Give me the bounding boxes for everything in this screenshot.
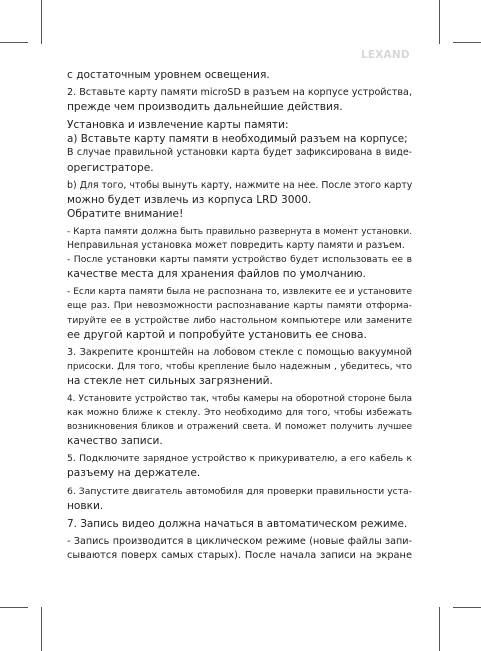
text-line: качество записи. (67, 435, 163, 448)
text-line: 6. Запустите двигатель автомобиля для проверки правильности уста- (67, 485, 412, 497)
text-line: качестве места для хранения файлов по умолчанию. (67, 268, 366, 281)
text-line: 4. Установите устройство так, чтобы камеры на оборотной стороне была (67, 393, 412, 404)
crop-mark-bottom-left (41, 607, 42, 651)
text-line: возникновения бликов и отражений света. И поможет получить лучшее (67, 422, 412, 433)
text-line: 2. Вставьте карту памяти microSD в разъем на корпусе устройства, (67, 87, 412, 99)
text-line: - Карта памяти должна быть правильно развернута в момент установки. (67, 226, 412, 237)
text-line: можно будет извлечь из корпуса LRD 3000. (67, 193, 312, 206)
text-line: ее другой картой и попробуйте установить ее снова. (67, 328, 367, 341)
text-line: 5. Подключите зарядное устройство к прикуривателю, а его кабель к (67, 453, 412, 465)
text-line: - После установки карты памяти устройство будет использовать ее в (67, 254, 412, 266)
crop-mark-top-left-horizontal (0, 42, 28, 43)
text-line: Установка и извлечение карты памяти: (67, 119, 289, 132)
text-line: сываются поверх самых старых). После начала записи на экране (67, 549, 412, 561)
text-line: b) Для того, чтобы вынуть карту, нажмите на нее. После этого карту (67, 179, 413, 191)
text-line: присоски. Для того, чтобы крепление было надежным , убедитесь, что (67, 361, 412, 372)
text-line: разъему на держателе. (67, 467, 201, 480)
text-line: 7. Запись видео должна начаться в автоматическом режиме. (67, 517, 408, 530)
manual-body-text (67, 68, 412, 563)
text-line: 3. Закрепите кронштейн на лобовом стекле с помощью вакуумной (67, 346, 412, 358)
text-line: новки. (67, 499, 104, 512)
text-line: Неправильная установка может повредить карту памяти и разъем. (67, 240, 405, 252)
text-line: прежде чем производить дальнейшие действия. (67, 101, 343, 114)
text-line: - Если карта памяти была не распознана то, извлеките ее и установите (67, 287, 412, 298)
crop-mark-top-right-horizontal (453, 42, 481, 43)
crop-mark-top-left (41, 0, 42, 44)
text-line: тируйте ее в устройстве либо настольном компьютере или замените (67, 314, 412, 326)
crop-mark-top-right (439, 0, 440, 44)
crop-mark-bottom-left-horizontal (0, 607, 28, 608)
text-line: еще раз. При невозможности распознавание карты памяти отформа- (67, 300, 412, 312)
text-line: как можно ближе к стеклу. Это необходимо для того, чтобы избежать (67, 408, 412, 419)
text-line: В случае правильной установки карта будет зафиксирована в виде- (67, 147, 412, 159)
crop-mark-bottom-right-horizontal (453, 607, 481, 608)
brand-logo: LEXAND (361, 49, 410, 61)
text-line: на стекле нет сильных загрязнений. (67, 374, 273, 387)
text-line: а) Вставьте карту памяти в необходимый разъем на корпусе; (67, 133, 408, 146)
text-line: Обратите внимание! (67, 207, 184, 220)
text-line: с достаточным уровнем освещения. (67, 69, 270, 81)
text-line: орегистраторе. (67, 161, 154, 174)
crop-mark-bottom-right (439, 607, 440, 651)
text-line: - Запись производится в циклическом режиме (новые файлы запи- (67, 535, 412, 547)
